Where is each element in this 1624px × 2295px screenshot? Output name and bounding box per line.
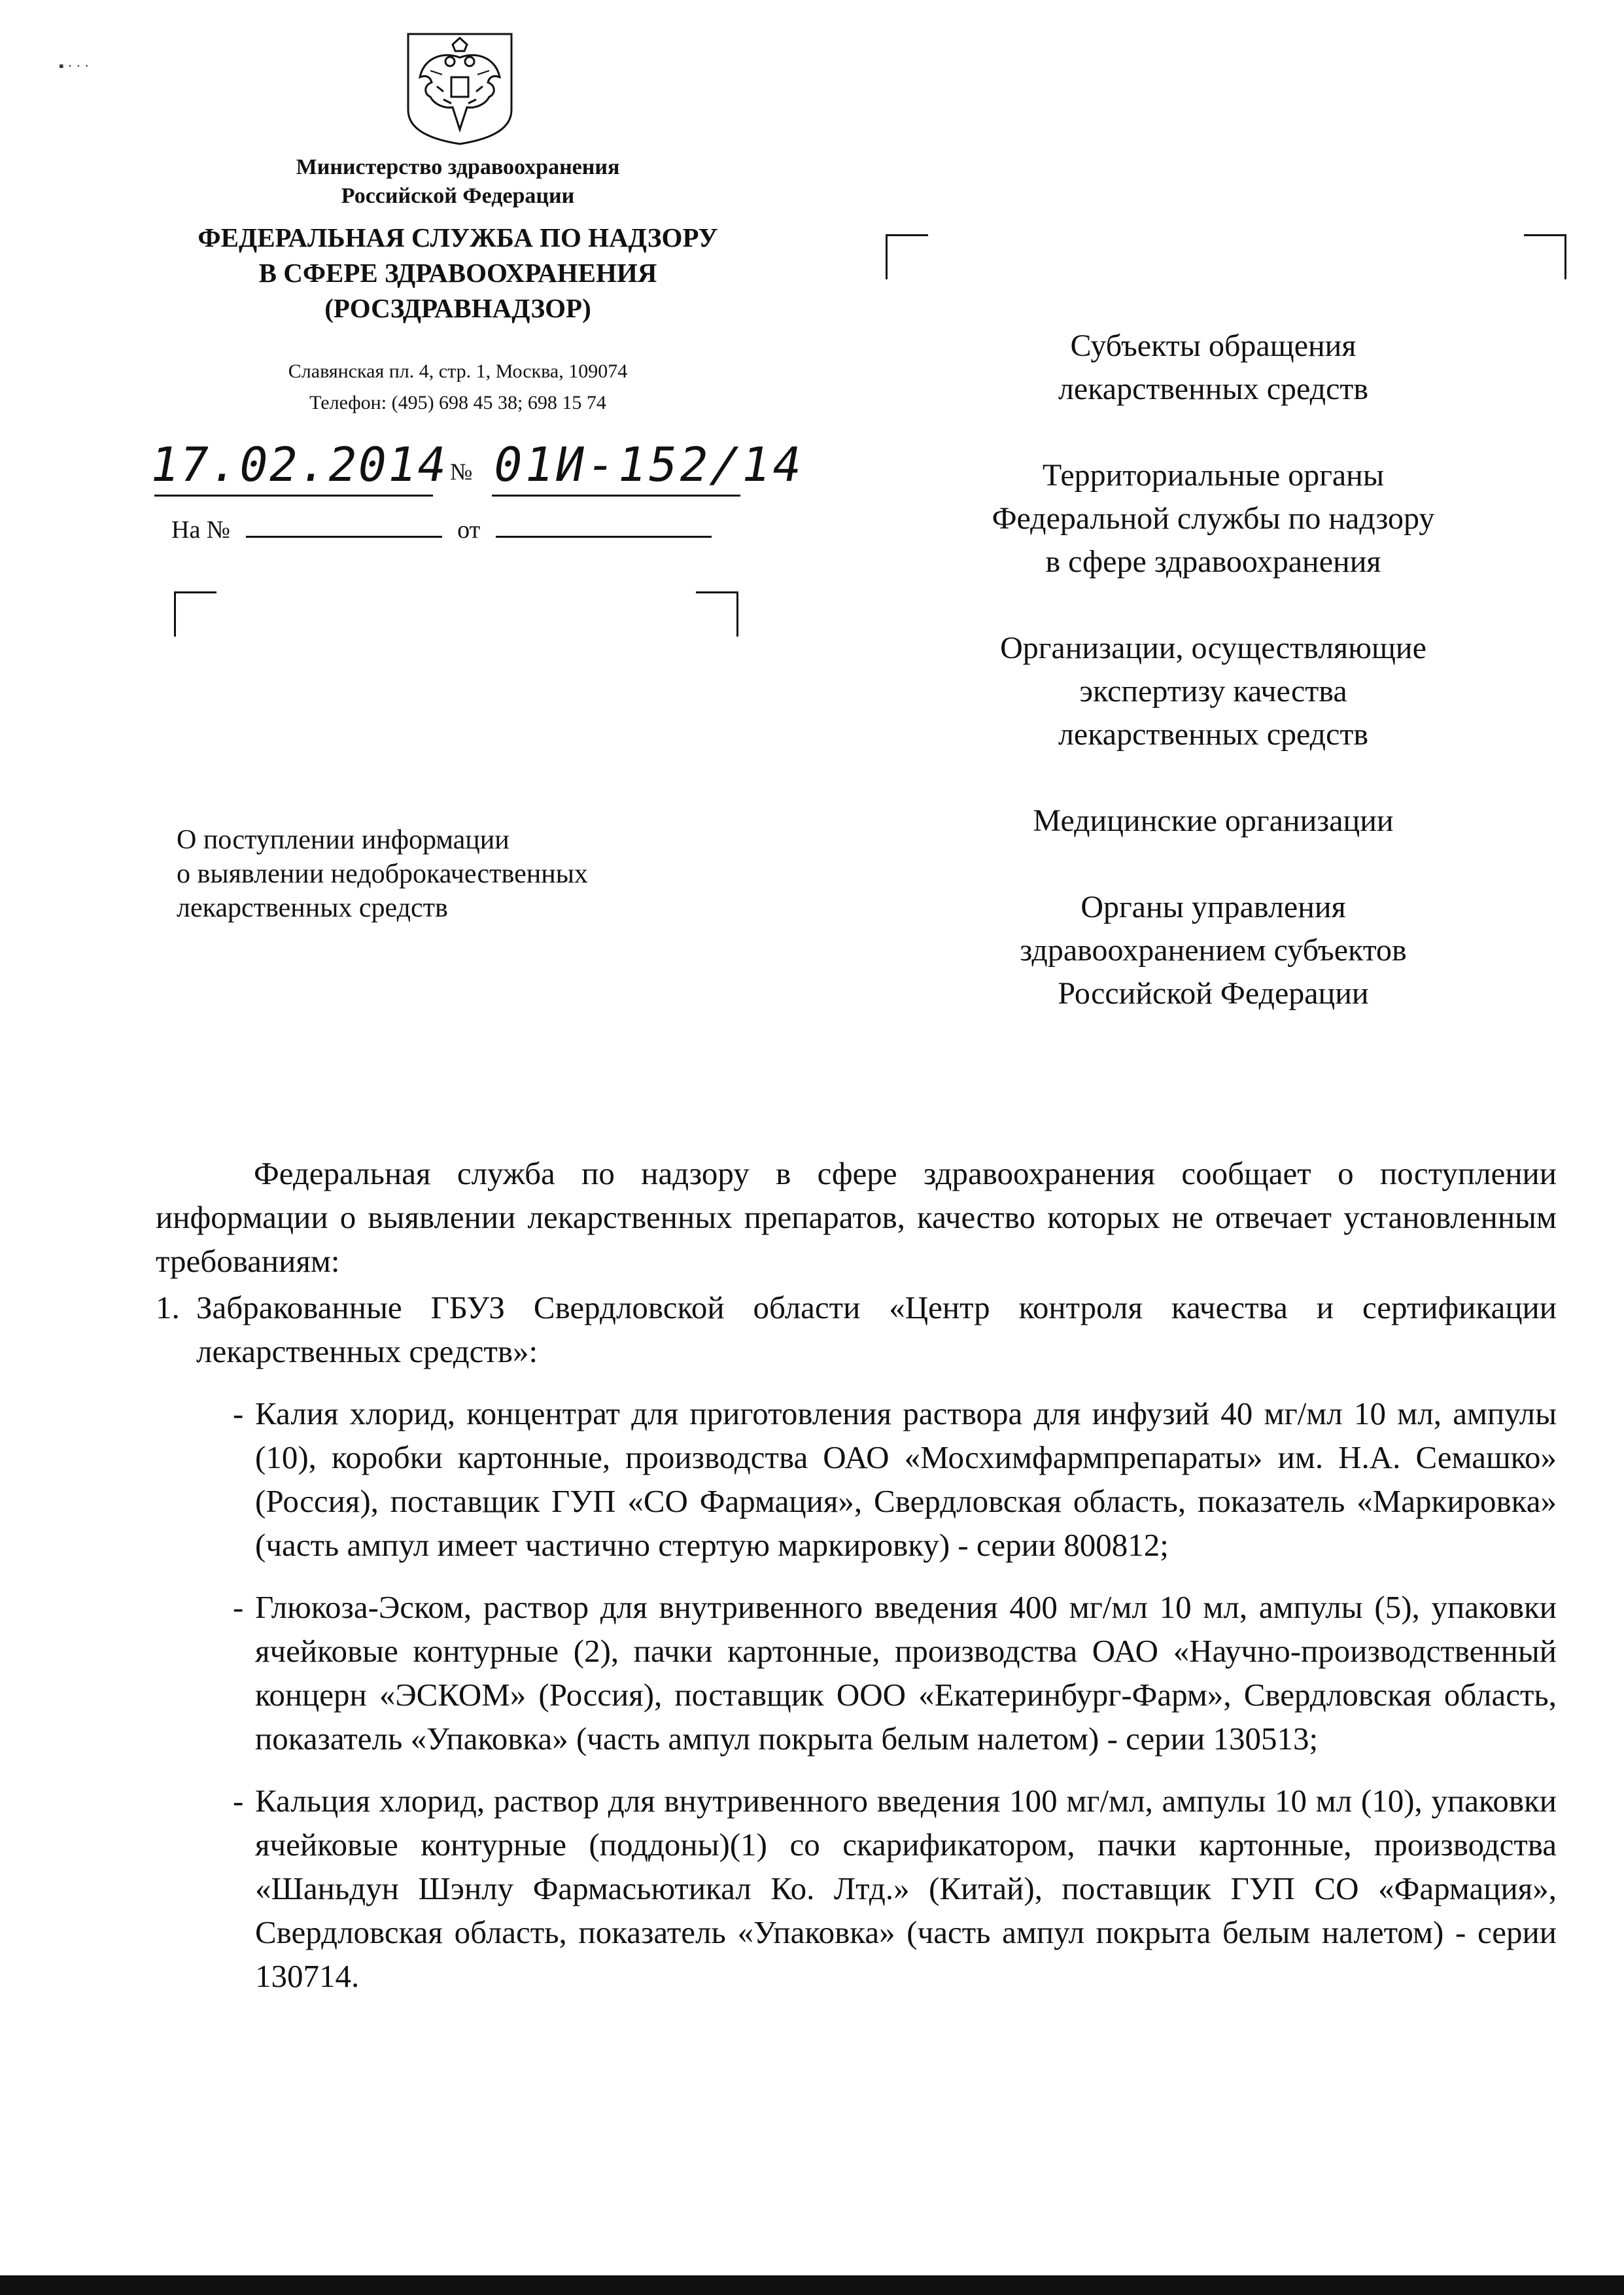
reference-number-blank — [246, 517, 442, 538]
intro-paragraph: Федеральная служба по надзору в сфере здравоохранения сообщает о поступлении информации о выявлении лекарственных препаратов, качество которых не отвечает установленным требованиям: — [156, 1155, 1557, 1279]
drug-entry — [156, 1779, 1557, 1998]
service-line-3: (РОСЗДРАВНАДЗОР) — [324, 293, 591, 323]
service-line-2: В СФЕРЕ ЗДРАВООХРАНЕНИЯ — [258, 258, 657, 288]
subject-line-3: лекарственных средств — [177, 893, 448, 923]
addressee-line: лекарственных средств — [1058, 372, 1369, 406]
scan-bottom-band — [0, 2275, 1624, 2295]
addressee-line: Субъекты обращения — [1070, 328, 1356, 363]
service-name — [144, 220, 772, 326]
drug-entry — [156, 1585, 1557, 1761]
addressee-line: Органы управления — [1080, 890, 1346, 924]
outgoing-number: 01И-152/14 — [489, 437, 808, 492]
addressee-group — [903, 627, 1524, 756]
drug-entry-text: Кальция хлорид, раствор для внутривенного введения 100 мг/мл, ампулы 10 мл (10), упаковки ячейковые контурные (поддоны)(1) со скарификатором, пачки картонные, производства «Шаньдун Шэнлу Фармасьютикал Ко. Лтд.» (Китай), поставщик ГУП СО «Фармация», Свердловская область, показатель «Упаковка» (часть ампул покрыта белым налетом) - серии 130714. — [255, 1783, 1557, 1994]
addressee-line: Российской Федерации — [1058, 976, 1369, 1011]
corner-top-left — [174, 591, 216, 637]
outgoing-date-underline — [154, 495, 433, 497]
addressee-line: Медицинские организации — [1033, 803, 1394, 838]
dash-marker: - — [233, 1589, 244, 1625]
dash-marker: - — [233, 1395, 244, 1431]
addressee-line: Федеральной службы по надзору — [992, 501, 1435, 536]
address-line: Славянская пл. 4, стр. 1, Москва, 109074 — [288, 360, 628, 382]
list-item — [156, 1286, 1557, 1373]
addressee-line: Территориальные органы — [1042, 458, 1385, 493]
dash-marker: - — [233, 1783, 244, 1819]
addressee-group — [903, 324, 1524, 411]
outgoing-number-underline — [492, 495, 740, 497]
addressee-line: Организации, осуществляющие — [1000, 631, 1426, 665]
reference-from-label: от — [457, 516, 481, 544]
addressee-line: здравоохранением субъектов — [1020, 933, 1407, 968]
sender-address — [196, 356, 719, 419]
ministry-line-1: Министерство здравоохранения — [296, 155, 620, 179]
subject-line-2: о выявлении недоброкачественных — [177, 859, 588, 889]
drug-entry-text: Глюкоза-Эском, раствор для внутривенного введения 400 мг/мл 10 мл, ампулы (5), упаковки ячейковые контурные (2), пачки картонные, производства ОАО «Научно-производственный концерн «ЭСКОМ» (Россия), поставщик ООО «Екатеринбург-Фарм», Свердловская область, показатель «Упаковка» (часть ампул покрыта белым налетом) - серии 130513; — [255, 1589, 1557, 1757]
addressee-group — [903, 454, 1524, 584]
list-item-text: Забракованные ГБУЗ Свердловской области «Центр контроля качества и сертификации лекарственных средств»: — [196, 1289, 1557, 1369]
drug-entry — [156, 1392, 1557, 1567]
drug-entry-text: Калия хлорид, концентрат для приготовления раствора для инфузий 40 мг/мл 10 мл, ампулы (10), коробки картонные, производства ОАО «Мосхимфармпрепараты» им. Н.А. Семашко» (Россия), поставщик ГУП «СО Фармация», Свердловская область, показатель «Маркировка» (часть ампул имеет частично стертую маркировку) - серии 800812; — [255, 1395, 1557, 1563]
letter-subject — [177, 823, 713, 925]
number-sign: № — [450, 459, 473, 485]
addressee-group — [903, 886, 1524, 1015]
reference-no-label: На № — [171, 516, 231, 544]
list-item-number: 1. — [156, 1289, 180, 1325]
reference-row — [171, 516, 712, 544]
subject-line-1: О поступлении информации — [177, 825, 510, 855]
reference-date-blank — [496, 517, 712, 538]
addressee-line: лекарственных средств — [1058, 717, 1369, 752]
letter-body — [156, 1151, 1557, 1998]
service-line-1: ФЕДЕРАЛЬНАЯ СЛУЖБА ПО НАДЗОРУ — [198, 222, 718, 253]
addressee-line: экспертизу качества — [1079, 674, 1347, 709]
addressee-list — [903, 324, 1524, 1059]
russian-coat-of-arms-icon — [404, 31, 515, 147]
scan-specks: ▪ · · · — [59, 58, 90, 74]
phone-line: Телефон: (495) 698 45 38; 698 15 74 — [309, 392, 606, 413]
addressee-group — [903, 799, 1524, 843]
corner-top-right — [696, 591, 738, 637]
ministry-name — [196, 153, 719, 211]
addressee-corner-top-right — [1524, 234, 1566, 279]
addressee-corner-top-left — [886, 234, 928, 279]
outgoing-date: 17.02.2014 — [145, 437, 452, 492]
ministry-line-2: Российской Федерации — [341, 184, 575, 208]
addressee-line: в сфере здравоохранения — [1045, 544, 1381, 579]
